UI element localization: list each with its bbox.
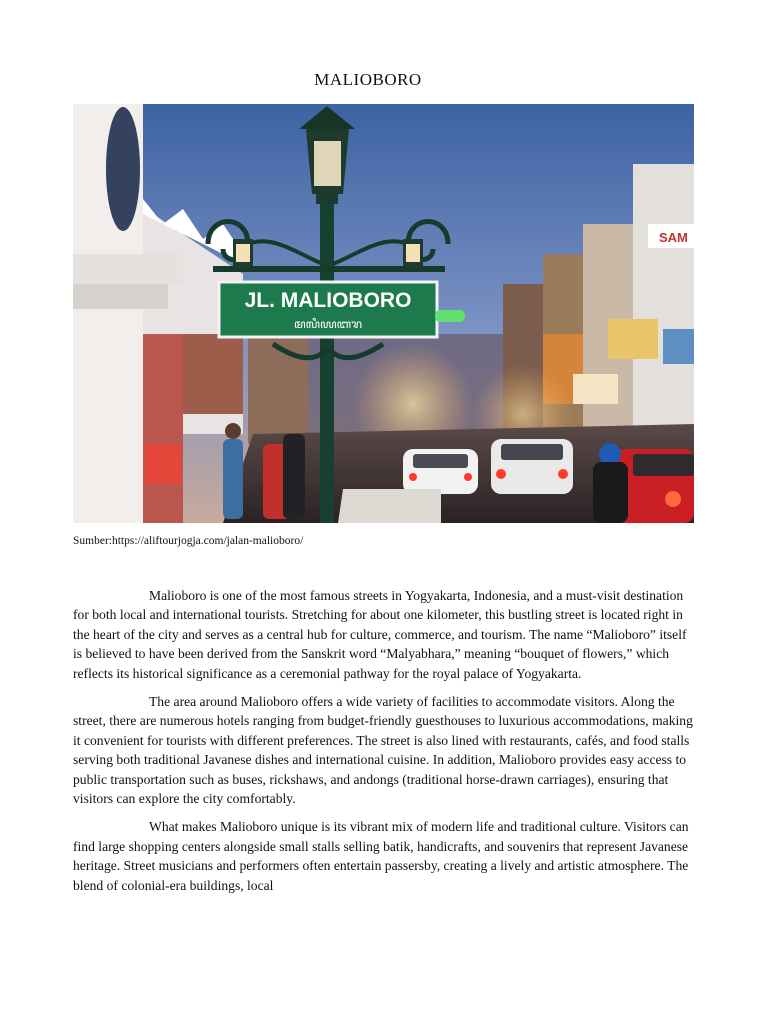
paragraph: The area around Malioboro offers a wide variety of facilities to accommodate visitors. Along the street, there are numerous hotels ranging from budget-friendly guesthouses to luxurious accommodations, making it convenient for tourists with different preferences. The street is also lined with restaurants, cafés, and food stalls serving both traditional Javanese dishes and international cuisine. In addition, Malioboro provides easy access to public transportation such as buses, rickshaws, and andongs (traditional horse-drawn carriages), ensuring that visitors can explore the city comfortably. — [73, 694, 693, 807]
document-title: MALIOBORO — [314, 70, 422, 89]
paragraph: Malioboro is one of the most famous streets in Yogyakarta, Indonesia, and a must-visit destination for both local and international tourists. Stretching for about one kilometer, this bustling street is located right in the heart of the city and serves as a central hub for culture, commerce, and tourism. The name “Malioboro” itself is believed to have been derived from the Sanskrit word “Malyabhara,” meaning “bouquet of flowers,” which reflects its historical significance as a ceremonial pathway for the royal palace of Yogyakarta. — [73, 588, 687, 681]
body-text — [73, 586, 695, 904]
store-sign: SAM — [659, 230, 688, 245]
image-source-caption: Sumber:https://aliftourjogja.com/jalan-malioboro/ — [73, 535, 304, 547]
street-sign-javanese-text: ꦩꦭꦶꦪꦧꦫ — [293, 317, 363, 331]
paragraph: What makes Malioboro unique is its vibrant mix of modern life and traditional culture. Visitors can find large shopping centers alongside small stalls selling batik, handicrafts, and souvenirs that represent Javanese heritage. Street musicians and performers often entertain passersby, creating a lively and artistic atmosphere. The blend of colonial-era buildings, local — [73, 819, 689, 893]
street-sign-photo — [73, 104, 694, 523]
street-sign-text: JL. MALIOBORO — [244, 289, 412, 312]
